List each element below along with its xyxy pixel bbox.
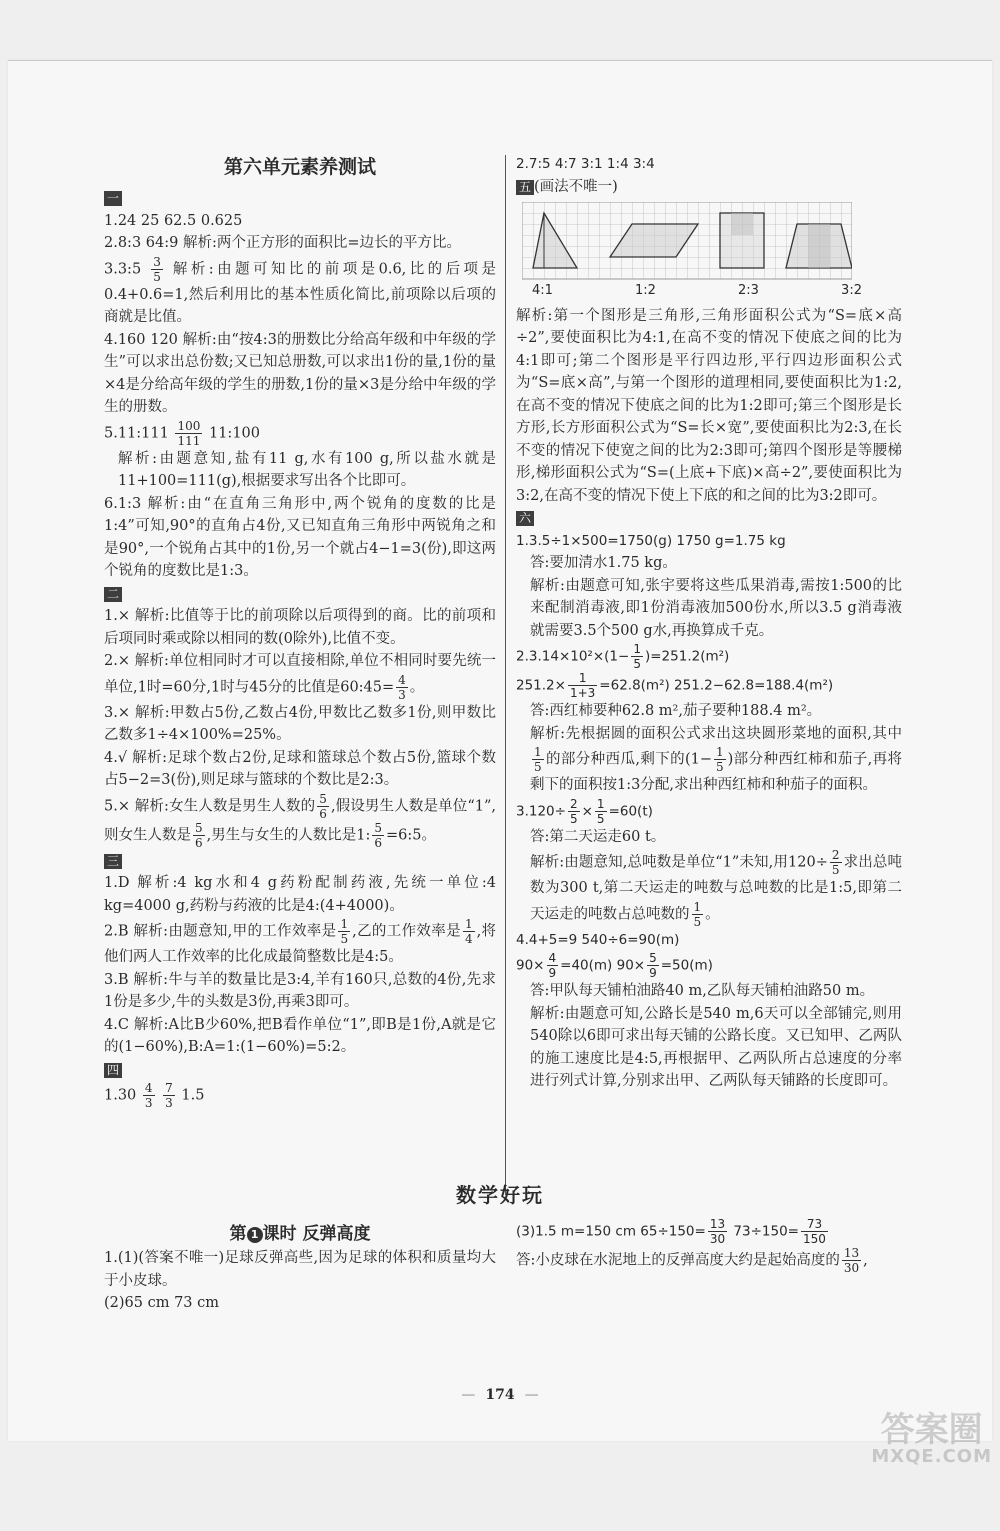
section-5-header (516, 176, 902, 199)
answer-1-5-explain: 解析:由题意知,盐有11 g,水有100 g,所以盐水就是11+100=111(g),根据要求写出各个比即可。 (104, 448, 496, 493)
lesson-answer-1-3: (3)1.5 m=150 cm 65÷150= $\frac{13}{30}$ 73÷150= $\frac{73}{150}$ (516, 1217, 902, 1246)
unit-title: 第六单元素养测试 (104, 153, 496, 181)
fraction: $\frac{1}{5}$ (338, 917, 350, 946)
fraction: $\frac{13}{30}$ (708, 1217, 727, 1246)
answer-6-3-ans: 答:第二天运走60 t。 (516, 826, 902, 849)
grid-label: 1:2 (635, 280, 656, 303)
fraction: $\frac{1}{5}$ (595, 797, 607, 826)
answer-4-2: 2.7:5 4:7 3:1 1:4 3:4 (516, 153, 902, 176)
fraction: $\frac{13}{30}$ (842, 1246, 861, 1275)
answer-1-6: 6.1:3 解析:由“在直角三角形中,两个锐角的度数的比是1:4”可知,90°的直角占4份,又已知直角三角形中两锐角之和是90°,一个锐角占其中的1份,另一个就占4−1=3(份),即这两个锐角的度数比是1:3。 (104, 493, 496, 583)
fraction: $\frac{100}{111}$ (175, 419, 202, 448)
grid-label: 4:1 (532, 280, 553, 303)
lesson-title: 第 1 课时 反弹高度 (104, 1219, 496, 1244)
fraction: $\frac{5}{6}$ (372, 821, 384, 850)
section-badge-3: 三 (104, 854, 122, 869)
lesson-answer-ans: 答:小皮球在水泥地上的反弹高度大约是起始高度的 $\frac{13}{30}$ , (516, 1246, 902, 1275)
watermark-url: MXQE.COM (871, 1447, 992, 1467)
answer-1-5: 5.11:111 $\frac{100}{111}$ 11:100 (104, 419, 496, 448)
fraction: $\frac{5}{6}$ (317, 792, 329, 821)
lesson-number-badge: 1 (247, 1227, 263, 1243)
page-number: — 174 — (8, 1387, 992, 1403)
fraction: $\frac{1}{5}$ (692, 900, 704, 929)
section-badge-6: 六 (516, 511, 534, 526)
fraction: $\frac{4}{3}$ (143, 1081, 155, 1110)
left-column (104, 153, 496, 1110)
fraction: $\frac{5}{6}$ (193, 821, 205, 850)
answer-6-4-ans: 答:甲队每天铺柏油路40 m,乙队每天铺柏油路50 m。 (516, 980, 902, 1003)
section-5-note: (画法不唯一) (534, 179, 618, 195)
answer-1-1: 1.24 25 62.5 0.625 (104, 210, 496, 233)
answer-4-1: 1.30 $\frac{4}{3}$ $\frac{7}{3}$ 1.5 (104, 1081, 496, 1110)
fraction: $\frac{4}{9}$ (547, 951, 559, 980)
grid-label: 3:2 (841, 280, 862, 303)
lesson-answer-1-1: 1.(1)(答案不唯一)足球反弹高些,因为足球的体积和质量均大于小皮球。 (104, 1247, 496, 1292)
fraction: $\frac{5}{9}$ (647, 951, 659, 980)
answer-6-1-explain: 解析:由题意可知,张宇要将这些瓜果消毒,需按1:500的比来配制消毒液,即1份消毒液加500份水,所以3.5 g消毒液就需要3.5个500 g水,再换算成千克。 (516, 575, 902, 643)
fraction: $\frac{4}{3}$ (396, 673, 408, 702)
lesson-left-column (104, 1247, 496, 1315)
document-page (8, 60, 992, 1441)
grid-label: 2:3 (738, 280, 759, 303)
fraction: $\frac{2}{5}$ (568, 797, 580, 826)
fraction: $\frac{1}{5}$ (532, 745, 544, 774)
answer-2-5: 5.× 解析:女生人数是男生人数的 $\frac{5}{6}$ ,假设男生人数是单位“1”,则女生人数是 $\frac{5}{6}$ ,男生与女生的人数比是1: $\frac{5}{6}$ =6:5。 (104, 792, 496, 850)
answer-1-3: 3.3:5 $\frac{3}{5}$ 解析:由题可知比的前项是0.6,比的后项是0.4+0.6=1,然后利用比的基本性质化简比,前项除以后项的商就是比值。 (104, 255, 496, 329)
answer-6-2-line2: 251.2× $\frac{1}{1+3}$ =62.8(m²) 251.2−62.8=188.4(m²) (516, 671, 902, 700)
fraction: $\frac{7}{3}$ (163, 1081, 175, 1110)
section-badge-2: 二 (104, 587, 122, 602)
answer-6-2-explain: 解析:先根据圆的面积公式求出这块圆形菜地的面积,其中 $\frac{1}{5}$ 的部分种西瓜,剩下的(1− $\frac{1}{5}$ )部分种西红柿和茄子,再将剩下的面积按1:3分配,求出种西红柿和种茄子的面积。 (516, 723, 902, 797)
fraction: $\frac{2}{5}$ (830, 848, 842, 877)
right-column (516, 153, 902, 1093)
section-badge-1: 一 (104, 191, 122, 206)
fraction: $\frac{73}{150}$ (801, 1217, 828, 1246)
answer-6-3-explain: 解析:由题意知,总吨数是单位“1”未知,用120÷ $\frac{2}{5}$ 求出总吨数为300 t,第二天运走的吨数与总吨数的比是1:5,即第二天运走的吨数占总吨数的 $\frac{1}{5}$ 。 (516, 848, 902, 929)
site-watermark (871, 1413, 992, 1467)
answer-6-3: 3.120÷ $\frac{2}{5}$ × $\frac{1}{5}$ =60(t) (516, 797, 902, 826)
answer-2-3: 3.× 解析:甲数占5份,乙数占4份,甲数比乙数多1份,则甲数比乙数多1÷4×100%=25%。 (104, 702, 496, 747)
answer-3-1: 1.D 解析:4 kg水和4 g药粉配制药液,先统一单位:4 kg=4000 g,药粉与药液的比是4:(4+4000)。 (104, 872, 496, 917)
answer-6-4-explain: 解析:由题意可知,公路长是540 m,6天可以全部铺完,则用540除以6即可求出每天铺的公路长度。又已知甲、乙两队的施工速度比是4:5,再根据甲、乙两队所占总速度的分率进行列式计算,分别求出甲、乙两队每天铺路的长度即可。 (516, 1003, 902, 1093)
answer-6-1-ans: 答:要加清水1.75 kg。 (516, 552, 902, 575)
answer-3-4: 4.C 解析:A比B少60%,把B看作单位“1”,即B是1份,A就是它的(1−60%),B:A=1:(1−60%)=5:2。 (104, 1014, 496, 1059)
answer-6-2: 2.3.14×10²×(1− $\frac{1}{5}$ )=251.2(m²) (516, 642, 902, 671)
section-5-explain: 解析:第一个图形是三角形,三角形面积公式为“S=底×高÷2”,要使面积比为4:1,在高不变的情况下使底之间的比为4:1即可;第二个图形是平行四边形,平行四边形面积公式为“S=底×高”,与第一个图形的道理相同,要使面积比为1:2,在高不变的情况下使底之间的比为1:2即可;第三个图形是长方形,长方形面积公式为“S=长×宽”,要使面积比为2:3,在长不变的情况下使宽之间的比为2:3即可;第四个图形是等腰梯形,梯形面积公式为“S=(上底+下底)×高÷2”,要使面积比为3:2,在高不变的情况下使上下底的和之间的比为3:2即可。 (516, 305, 902, 508)
fraction: $\frac{1}{5}$ (631, 642, 643, 671)
section-title: 数学好玩 (8, 1179, 992, 1208)
answer-2-2: 2.× 解析:单位相同时才可以直接相除,单位不相同时要先统一单位,1时=60分,1时与45分的比值是60:45= $\frac{4}{3}$ 。 (104, 650, 496, 702)
fraction: $\frac{3}{5}$ (151, 255, 163, 284)
section-badge-4: 四 (104, 1063, 122, 1078)
grid-labels (522, 280, 872, 303)
answer-1-2: 2.8:3 64:9 解析:两个正方形的面积比=边长的平方比。 (104, 232, 496, 255)
fraction: $\frac{1}{5}$ (714, 745, 726, 774)
watermark-logo-text: 答案圈 (871, 1413, 992, 1447)
section-badge-5: 五 (516, 180, 534, 195)
lesson-answer-1-2: (2)65 cm 73 cm (104, 1292, 496, 1315)
lesson-right-column (516, 1217, 902, 1275)
answer-6-2-ans: 答:西红柿要种62.8 m²,茄子要种188.4 m²。 (516, 700, 902, 723)
answer-2-1: 1.× 解析:比值等于比的前项除以后项得到的商。比的前项和后项同时乘或除以相同的数(0除外),比值不变。 (104, 605, 496, 650)
answer-3-2: 2.B 解析:由题意知,甲的工作效率是 $\frac{1}{5}$ ,乙的工作效率是 $\frac{1}{4}$ ,将他们两人工作效率的比化成最简整数比是4:5。 (104, 917, 496, 969)
answer-2-4: 4.√ 解析:足球个数占2份,足球和篮球总个数占5份,篮球个数占5−2=3(份),则足球与篮球的个数比是2:3。 (104, 747, 496, 792)
grid-figure (522, 202, 852, 280)
column-divider (505, 155, 506, 1195)
answer-6-4: 4.4+5=9 540÷6=90(m) (516, 929, 902, 952)
answer-1-4: 4.160 120 解析:由“按4:3的册数比分给高年级和中年级的学生”可以求出总份数;又已知总册数,可以求出1份的量,1份的量×4是分给高年级的学生的册数,1份的量×3是分给中年级的学生的册数。 (104, 329, 496, 419)
answer-3-3: 3.B 解析:牛与羊的数量比是3:4,羊有160只,总数的4份,先求1份是多少,牛的头数是3份,再乘3即可。 (104, 969, 496, 1014)
answer-6-1: 1.3.5÷1×500=1750(g) 1750 g=1.75 kg (516, 530, 902, 553)
grid-drawings (522, 202, 902, 303)
answer-6-4-line2: 90× $\frac{4}{9}$ =40(m) 90× $\frac{5}{9}$ =50(m) (516, 951, 902, 980)
fraction: $\frac{1}{4}$ (463, 917, 475, 946)
fraction: $\frac{1}{1+3}$ (568, 671, 597, 700)
